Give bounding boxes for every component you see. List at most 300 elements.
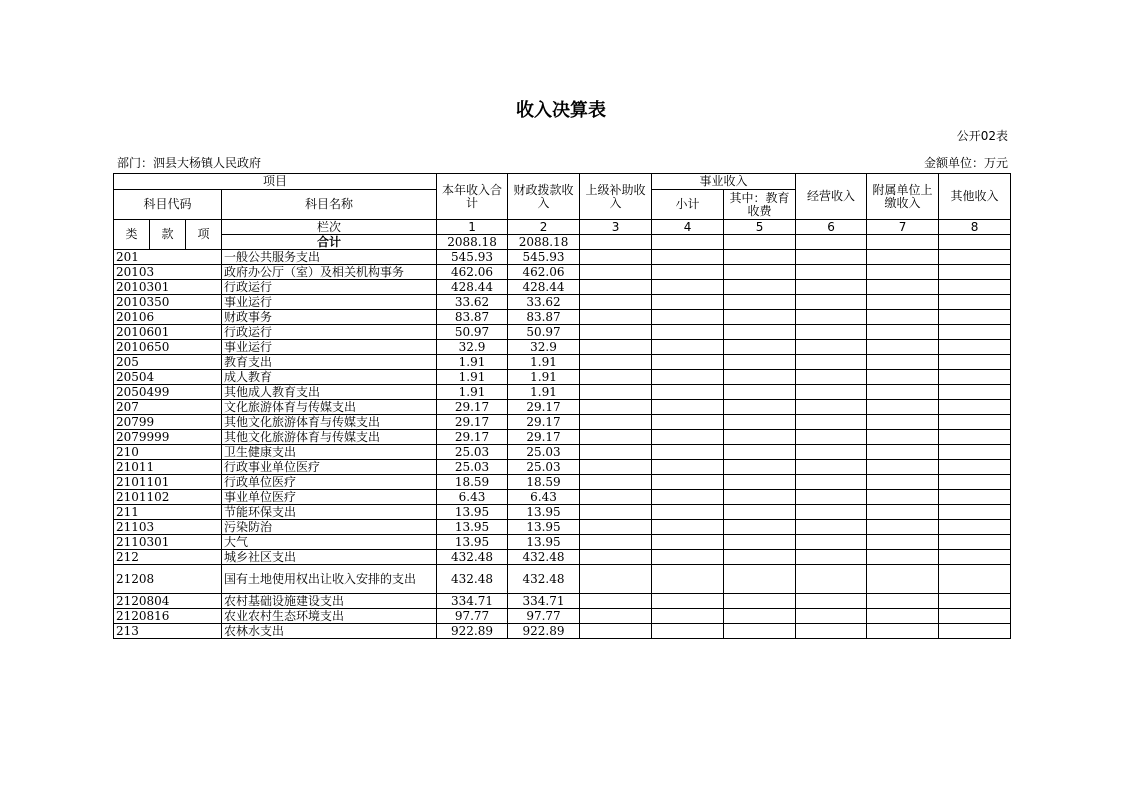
empty-cell	[939, 415, 1011, 430]
empty-cell	[867, 594, 939, 609]
total-annual: 2088.18	[437, 235, 508, 250]
col-number: 6	[796, 220, 867, 235]
subject-code-cell: 20106	[114, 310, 222, 325]
col-number: 8	[939, 220, 1011, 235]
subject-name-cell: 教育支出	[222, 355, 437, 370]
empty-cell	[580, 310, 652, 325]
income-table	[113, 173, 1011, 639]
empty-cell	[867, 280, 939, 295]
subject-name-cell: 行政单位医疗	[222, 475, 437, 490]
header-affiliated: 附属单位上缴收入	[867, 174, 939, 220]
subject-name-cell: 政府办公厅（室）及相关机构事务	[222, 265, 437, 280]
empty-cell	[796, 400, 867, 415]
subject-name-cell: 其他成人教育支出	[222, 385, 437, 400]
table-row	[114, 624, 1011, 639]
fiscal-cell: 13.95	[508, 535, 580, 550]
table-row	[114, 265, 1011, 280]
empty-cell	[580, 475, 652, 490]
annual-income-cell: 1.91	[437, 355, 508, 370]
annual-income-cell: 428.44	[437, 280, 508, 295]
empty-cell	[724, 550, 796, 565]
table-row	[114, 370, 1011, 385]
table-row	[114, 520, 1011, 535]
empty-cell	[580, 520, 652, 535]
empty-cell	[580, 280, 652, 295]
fiscal-cell: 1.91	[508, 355, 580, 370]
subject-name-cell: 污染防治	[222, 520, 437, 535]
empty-cell	[652, 550, 724, 565]
fiscal-cell: 29.17	[508, 400, 580, 415]
empty-cell	[939, 609, 1011, 624]
fiscal-cell: 18.59	[508, 475, 580, 490]
table-row	[114, 609, 1011, 624]
empty-cell	[724, 280, 796, 295]
annual-income-cell: 1.91	[437, 370, 508, 385]
fiscal-cell: 83.87	[508, 310, 580, 325]
empty-cell	[867, 340, 939, 355]
empty-cell	[580, 250, 652, 265]
fiscal-cell: 13.95	[508, 520, 580, 535]
annual-income-cell: 29.17	[437, 400, 508, 415]
empty-cell	[652, 355, 724, 370]
empty-cell	[796, 475, 867, 490]
empty-cell	[580, 505, 652, 520]
subject-code-cell: 20504	[114, 370, 222, 385]
header-superior-subsidy: 上级补助收入	[580, 174, 652, 220]
empty-cell	[867, 535, 939, 550]
annual-income-cell: 922.89	[437, 624, 508, 639]
empty-cell	[652, 609, 724, 624]
empty-cell	[867, 565, 939, 594]
fiscal-cell: 334.71	[508, 594, 580, 609]
subject-name-cell: 大气	[222, 535, 437, 550]
empty-cell	[796, 415, 867, 430]
fiscal-cell: 1.91	[508, 370, 580, 385]
subject-code-cell: 2010301	[114, 280, 222, 295]
subject-code-cell: 2101101	[114, 475, 222, 490]
subject-name-cell: 节能环保支出	[222, 505, 437, 520]
fiscal-cell: 432.48	[508, 550, 580, 565]
empty-cell	[724, 295, 796, 310]
empty-cell	[796, 430, 867, 445]
empty-cell	[652, 265, 724, 280]
empty-cell	[939, 520, 1011, 535]
empty-cell	[867, 490, 939, 505]
subject-code-cell: 2079999	[114, 430, 222, 445]
empty-cell	[867, 624, 939, 639]
annual-income-cell: 13.95	[437, 505, 508, 520]
empty-cell	[580, 385, 652, 400]
fiscal-cell: 1.91	[508, 385, 580, 400]
empty-cell	[724, 624, 796, 639]
subject-name-cell: 其他文化旅游体育与传媒支出	[222, 430, 437, 445]
empty-cell	[939, 265, 1011, 280]
fiscal-cell: 32.9	[508, 340, 580, 355]
empty-cell	[580, 624, 652, 639]
subject-code-cell: 2050499	[114, 385, 222, 400]
col-number: 1	[437, 220, 508, 235]
table-row	[114, 400, 1011, 415]
empty-cell	[724, 475, 796, 490]
empty-cell	[724, 250, 796, 265]
empty-cell	[724, 594, 796, 609]
empty-cell	[939, 295, 1011, 310]
subject-name-cell: 财政事务	[222, 310, 437, 325]
empty-cell	[867, 370, 939, 385]
empty-cell	[580, 535, 652, 550]
empty-cell	[796, 265, 867, 280]
fiscal-cell: 922.89	[508, 624, 580, 639]
empty-cell	[867, 265, 939, 280]
empty-cell	[652, 430, 724, 445]
fiscal-cell: 33.62	[508, 295, 580, 310]
col-number: 7	[867, 220, 939, 235]
subject-code-cell: 210	[114, 445, 222, 460]
empty-cell	[724, 385, 796, 400]
empty-cell	[796, 310, 867, 325]
subject-name-cell: 农林水支出	[222, 624, 437, 639]
table-row	[114, 430, 1011, 445]
empty-cell	[724, 430, 796, 445]
fiscal-cell: 13.95	[508, 505, 580, 520]
empty-cell	[867, 460, 939, 475]
annual-income-cell: 13.95	[437, 520, 508, 535]
table-row	[114, 565, 1011, 594]
table-row	[114, 550, 1011, 565]
header-lanci: 栏次	[222, 220, 437, 235]
annual-income-cell: 25.03	[437, 460, 508, 475]
empty-cell	[724, 355, 796, 370]
annual-income-cell: 83.87	[437, 310, 508, 325]
empty-cell	[796, 490, 867, 505]
header-xiang: 项	[186, 220, 222, 250]
annual-income-cell: 50.97	[437, 325, 508, 340]
annual-income-cell: 33.62	[437, 295, 508, 310]
empty-cell	[652, 370, 724, 385]
fiscal-cell: 432.48	[508, 565, 580, 594]
table-row	[114, 295, 1011, 310]
empty-cell	[724, 609, 796, 624]
subject-code-cell: 2110301	[114, 535, 222, 550]
empty-cell	[867, 609, 939, 624]
subject-name-cell: 一般公共服务支出	[222, 250, 437, 265]
empty-cell	[580, 265, 652, 280]
subject-code-cell: 21011	[114, 460, 222, 475]
page-title: 收入决算表	[516, 100, 606, 121]
empty-cell	[724, 535, 796, 550]
total-row	[114, 235, 1011, 250]
annual-income-cell: 18.59	[437, 475, 508, 490]
empty-cell	[939, 535, 1011, 550]
empty-cell	[580, 550, 652, 565]
empty-cell	[867, 445, 939, 460]
empty-cell	[796, 565, 867, 594]
col-number: 3	[580, 220, 652, 235]
empty-cell	[939, 594, 1011, 609]
empty-cell	[724, 490, 796, 505]
empty-cell	[580, 400, 652, 415]
empty-cell	[652, 340, 724, 355]
empty-cell	[580, 340, 652, 355]
subject-name-cell: 行政事业单位医疗	[222, 460, 437, 475]
empty-cell	[652, 280, 724, 295]
annual-income-cell: 545.93	[437, 250, 508, 265]
table-row	[114, 310, 1011, 325]
subject-code-cell: 2120804	[114, 594, 222, 609]
subject-code-cell: 2010601	[114, 325, 222, 340]
empty-cell	[939, 280, 1011, 295]
department-label: 部门：泗县大杨镇人民政府	[117, 156, 262, 170]
table-row	[114, 355, 1011, 370]
total-label: 合计	[222, 235, 437, 250]
empty-cell	[724, 460, 796, 475]
empty-cell	[796, 340, 867, 355]
empty-cell	[796, 505, 867, 520]
empty-cell	[939, 370, 1011, 385]
empty-cell	[724, 370, 796, 385]
table-row	[114, 250, 1011, 265]
empty-cell	[580, 565, 652, 594]
empty-cell	[724, 400, 796, 415]
empty-cell	[580, 415, 652, 430]
annual-income-cell: 32.9	[437, 340, 508, 355]
annual-income-cell: 1.91	[437, 385, 508, 400]
empty-cell	[939, 340, 1011, 355]
table-row	[114, 490, 1011, 505]
empty-cell	[724, 415, 796, 430]
annual-income-cell: 462.06	[437, 265, 508, 280]
empty-cell	[867, 310, 939, 325]
empty-cell	[867, 385, 939, 400]
empty-cell	[867, 415, 939, 430]
empty-cell	[580, 609, 652, 624]
fiscal-cell: 50.97	[508, 325, 580, 340]
header-other: 其他收入	[939, 174, 1011, 220]
empty-cell	[939, 490, 1011, 505]
col-number: 4	[652, 220, 724, 235]
empty-cell	[939, 550, 1011, 565]
header-operating: 经营收入	[796, 174, 867, 220]
unit-label: 金额单位：万元	[923, 156, 1008, 170]
header-annual-income: 本年收入合计	[437, 174, 508, 220]
header-project: 项目	[114, 174, 437, 190]
subject-code-cell: 212	[114, 550, 222, 565]
empty-cell	[867, 430, 939, 445]
empty-cell	[867, 475, 939, 490]
subject-code-cell: 213	[114, 624, 222, 639]
annual-income-cell: 97.77	[437, 609, 508, 624]
empty-cell	[652, 490, 724, 505]
table-row	[114, 325, 1011, 340]
annual-income-cell: 29.17	[437, 415, 508, 430]
empty-cell	[724, 325, 796, 340]
empty-cell	[796, 460, 867, 475]
empty-cell	[652, 250, 724, 265]
fiscal-cell: 428.44	[508, 280, 580, 295]
empty-cell	[796, 535, 867, 550]
subject-code-cell: 2010650	[114, 340, 222, 355]
empty-cell	[724, 565, 796, 594]
header-kuan: 款	[150, 220, 186, 250]
empty-cell	[939, 355, 1011, 370]
empty-cell	[939, 430, 1011, 445]
header-fiscal: 财政拨款收入	[508, 174, 580, 220]
total-fiscal: 2088.18	[508, 235, 580, 250]
empty-cell	[724, 520, 796, 535]
empty-cell	[867, 295, 939, 310]
empty-cell	[580, 490, 652, 505]
empty-cell	[652, 310, 724, 325]
fiscal-cell: 6.43	[508, 490, 580, 505]
header-subject-code: 科目代码	[114, 190, 222, 220]
empty-cell	[652, 460, 724, 475]
fiscal-cell: 25.03	[508, 460, 580, 475]
annual-income-cell: 432.48	[437, 565, 508, 594]
empty-cell	[796, 325, 867, 340]
header-edu-fee: 其中：教育收费	[724, 190, 796, 220]
empty-cell	[796, 624, 867, 639]
table-row	[114, 415, 1011, 430]
empty-cell	[796, 385, 867, 400]
empty-cell	[652, 445, 724, 460]
subject-name-cell: 事业单位医疗	[222, 490, 437, 505]
empty-cell	[796, 594, 867, 609]
empty-cell	[939, 624, 1011, 639]
subject-name-cell: 农村基础设施建设支出	[222, 594, 437, 609]
annual-income-cell: 29.17	[437, 430, 508, 445]
empty-cell	[652, 385, 724, 400]
subject-code-cell: 2101102	[114, 490, 222, 505]
empty-cell	[724, 265, 796, 280]
annual-income-cell: 25.03	[437, 445, 508, 460]
fiscal-cell: 25.03	[508, 445, 580, 460]
empty-cell	[652, 520, 724, 535]
empty-cell	[580, 460, 652, 475]
table-row	[114, 505, 1011, 520]
empty-cell	[580, 370, 652, 385]
subject-code-cell: 21208	[114, 565, 222, 594]
fiscal-cell: 97.77	[508, 609, 580, 624]
empty-cell	[580, 445, 652, 460]
empty-cell	[867, 550, 939, 565]
empty-cell	[652, 505, 724, 520]
empty-cell	[724, 505, 796, 520]
subject-name-cell: 城乡社区支出	[222, 550, 437, 565]
empty-cell	[580, 430, 652, 445]
empty-cell	[796, 550, 867, 565]
subject-code-cell: 21103	[114, 520, 222, 535]
subject-name-cell: 文化旅游体育与传媒支出	[222, 400, 437, 415]
empty-cell	[652, 565, 724, 594]
empty-cell	[939, 325, 1011, 340]
empty-cell	[939, 400, 1011, 415]
fiscal-cell: 29.17	[508, 415, 580, 430]
empty-cell	[867, 325, 939, 340]
fiscal-cell: 462.06	[508, 265, 580, 280]
annual-income-cell: 6.43	[437, 490, 508, 505]
subject-code-cell: 2010350	[114, 295, 222, 310]
empty-cell	[796, 355, 867, 370]
empty-cell	[652, 475, 724, 490]
header-career-income: 事业收入	[652, 174, 796, 190]
col-number: 5	[724, 220, 796, 235]
empty-cell	[939, 250, 1011, 265]
subject-name-cell: 行政运行	[222, 280, 437, 295]
header-subject-name: 科目名称	[222, 190, 437, 220]
annual-income-cell: 432.48	[437, 550, 508, 565]
fiscal-cell: 29.17	[508, 430, 580, 445]
subject-code-cell: 201	[114, 250, 222, 265]
empty-cell	[580, 295, 652, 310]
table-row	[114, 445, 1011, 460]
empty-cell	[867, 355, 939, 370]
table-row	[114, 280, 1011, 295]
empty-cell	[939, 445, 1011, 460]
empty-cell	[652, 415, 724, 430]
subject-name-cell: 事业运行	[222, 295, 437, 310]
empty-cell	[939, 505, 1011, 520]
annual-income-cell: 13.95	[437, 535, 508, 550]
empty-cell	[939, 460, 1011, 475]
subject-code-cell: 2120816	[114, 609, 222, 624]
subject-name-cell: 国有土地使用权出让收入安排的支出	[222, 565, 437, 594]
empty-cell	[796, 250, 867, 265]
col-number: 2	[508, 220, 580, 235]
empty-cell	[867, 250, 939, 265]
empty-cell	[652, 325, 724, 340]
empty-cell	[724, 445, 796, 460]
subject-code-cell: 207	[114, 400, 222, 415]
empty-cell	[939, 565, 1011, 594]
subject-name-cell: 事业运行	[222, 340, 437, 355]
empty-cell	[939, 310, 1011, 325]
empty-cell	[724, 310, 796, 325]
subject-name-cell: 成人教育	[222, 370, 437, 385]
header-lei: 类	[114, 220, 150, 250]
empty-cell	[867, 505, 939, 520]
empty-cell	[867, 400, 939, 415]
empty-cell	[580, 355, 652, 370]
subject-code-cell: 20799	[114, 415, 222, 430]
empty-cell	[652, 295, 724, 310]
subject-name-cell: 其他文化旅游体育与传媒支出	[222, 415, 437, 430]
empty-cell	[796, 295, 867, 310]
empty-cell	[652, 535, 724, 550]
annual-income-cell: 334.71	[437, 594, 508, 609]
empty-cell	[796, 609, 867, 624]
subject-name-cell: 卫生健康支出	[222, 445, 437, 460]
fiscal-cell: 545.93	[508, 250, 580, 265]
table-row	[114, 385, 1011, 400]
empty-cell	[580, 325, 652, 340]
empty-cell	[580, 594, 652, 609]
table-row	[114, 475, 1011, 490]
header-subtotal: 小计	[652, 190, 724, 220]
empty-cell	[867, 520, 939, 535]
table-row	[114, 594, 1011, 609]
empty-cell	[652, 624, 724, 639]
subject-code-cell: 205	[114, 355, 222, 370]
empty-cell	[939, 385, 1011, 400]
empty-cell	[796, 370, 867, 385]
subject-name-cell: 行政运行	[222, 325, 437, 340]
empty-cell	[796, 445, 867, 460]
table-row	[114, 535, 1011, 550]
empty-cell	[652, 594, 724, 609]
empty-cell	[796, 280, 867, 295]
table-row	[114, 460, 1011, 475]
form-code: 公开02表	[956, 129, 1008, 143]
